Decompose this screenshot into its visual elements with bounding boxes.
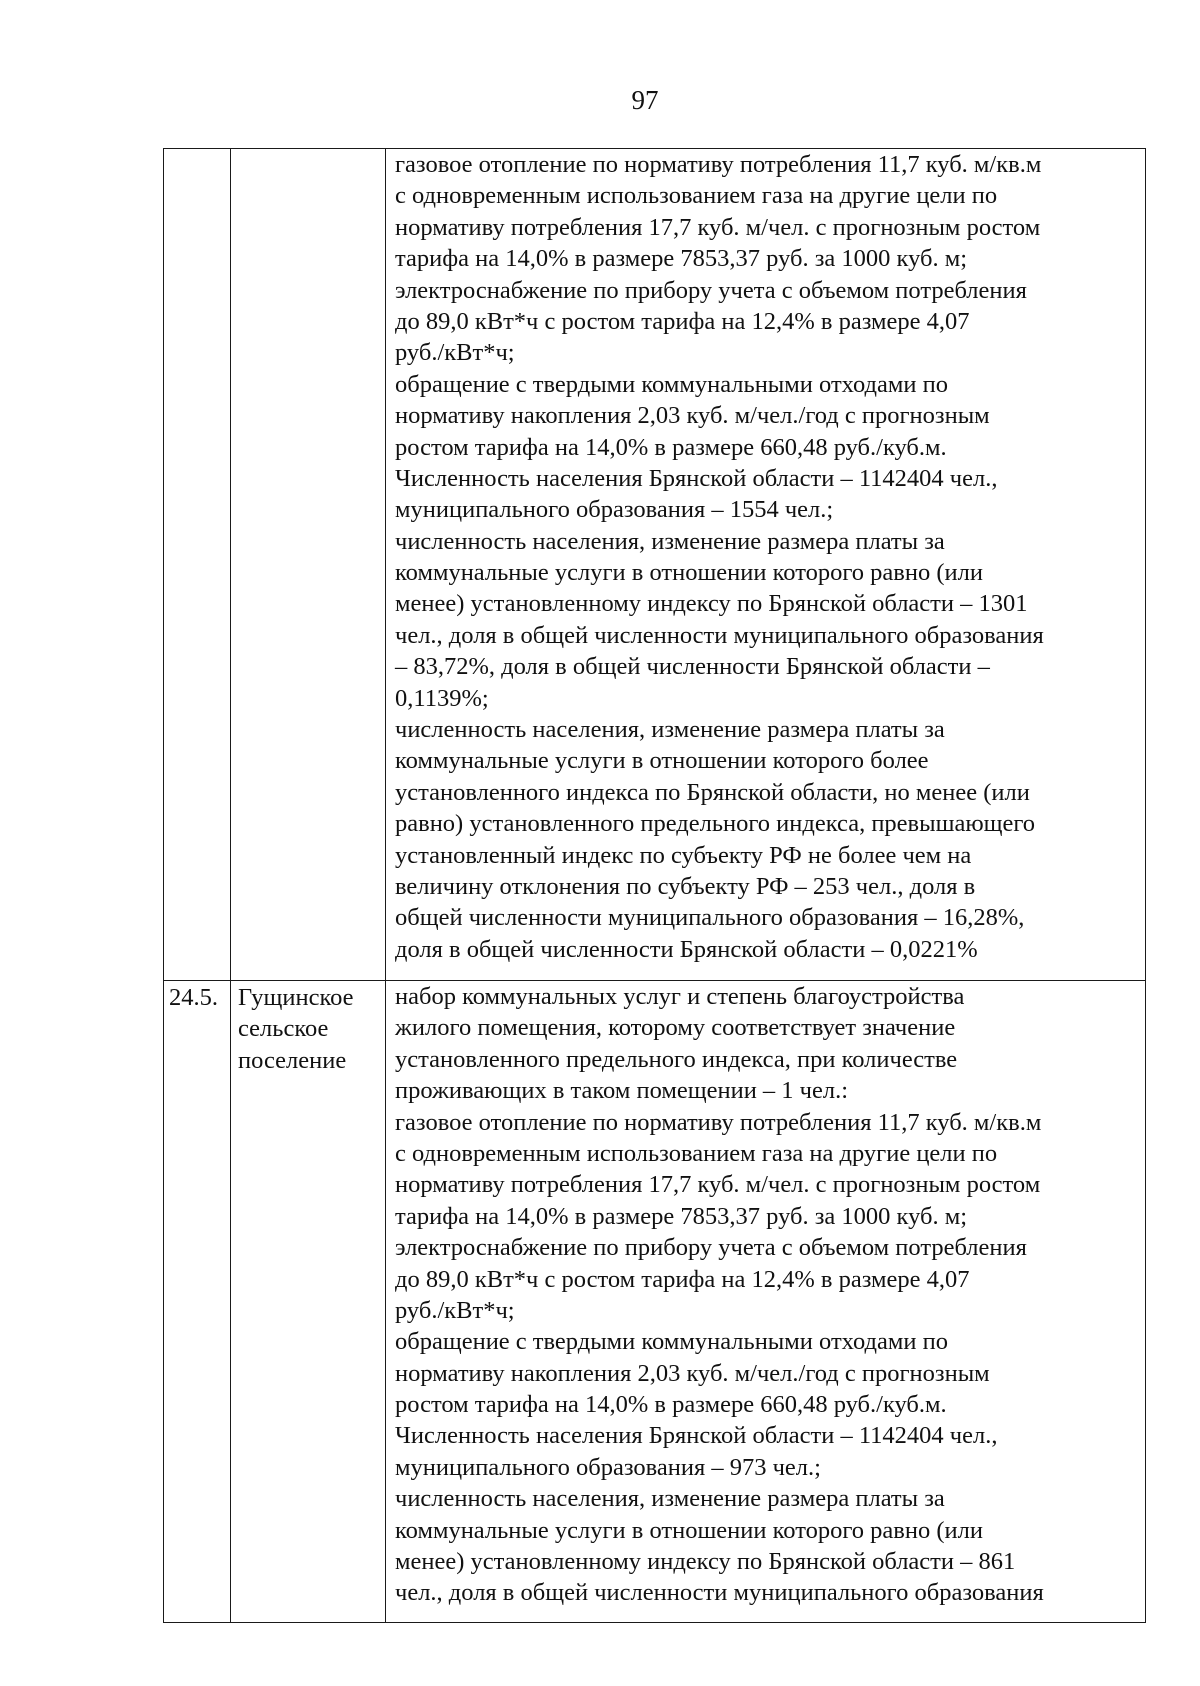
description-line: руб./кВт*ч;	[395, 339, 515, 367]
description-line: с одновременным использованием газа на другие цели по	[395, 182, 998, 210]
description-line: установленного индекса по Брянской области, но менее (или	[395, 778, 1030, 806]
row-number-cell	[164, 149, 231, 981]
description-line: коммунальные услуги в отношении которого равно (или	[395, 1516, 983, 1544]
page-number: 97	[631, 85, 659, 115]
description-line: электроснабжение по прибору учета с объемом потребления	[395, 1234, 1027, 1262]
row-number-cell: 24.5.	[164, 981, 231, 1623]
description-line: тарифа на 14,0% в размере 7853,37 руб. за 1000 куб. м;	[395, 245, 968, 273]
description-line: величину отклонения по субъекту РФ – 253 чел., доля в	[395, 872, 976, 900]
description-line: численность населения, изменение размера платы за	[395, 1485, 945, 1513]
municipality-name-line: поселение	[238, 1046, 347, 1074]
description-line: муниципального образования – 1554 чел.;	[395, 496, 834, 524]
table-row	[164, 149, 1146, 981]
description-line: чел., доля в общей численности муниципального образования	[395, 621, 1044, 649]
description-line: коммунальные услуги в отношении которого равно (или	[395, 559, 983, 587]
description-line: руб./кВт*ч;	[395, 1296, 515, 1324]
municipality-name-line: Гущинское	[238, 984, 354, 1011]
description-line: с одновременным использованием газа на другие цели по	[395, 1139, 998, 1167]
municipality-name-cell	[231, 149, 386, 981]
description-line: менее) установленному индексу по Брянской области – 861	[395, 1548, 1016, 1576]
description-line: – 83,72%, доля в общей численности Брянской области –	[395, 653, 990, 681]
description-line: Численность населения Брянской области – 1142404 чел.,	[395, 1422, 998, 1450]
description-line: численность населения, изменение размера платы за	[395, 527, 945, 555]
description-line: Численность населения Брянской области – 1142404 чел.,	[395, 464, 998, 492]
description-line: менее) установленному индексу по Брянской области – 1301	[395, 590, 1028, 618]
description-line: установленного предельного индекса, при количестве	[395, 1045, 958, 1073]
description-line: ростом тарифа на 14,0% в размере 660,48 руб./куб.м.	[395, 1391, 947, 1419]
description-line: до 89,0 кВт*ч с ростом тарифа на 12,4% в размере 4,07	[395, 1265, 970, 1293]
description-line: численность населения, изменение размера платы за	[395, 716, 945, 744]
description-line: нормативу накопления 2,03 куб. м/чел./год с прогнозным	[395, 402, 990, 430]
description-line: нормативу потребления 17,7 куб. м/чел. с прогнозным ростом	[395, 1171, 1041, 1199]
description-line: жилого помещения, которому соответствует значение	[395, 1014, 956, 1042]
description-line: обращение с твердыми коммунальными отходами по	[395, 370, 948, 398]
description-line: нормативу накопления 2,03 куб. м/чел./год с прогнозным	[395, 1359, 990, 1387]
description-cell	[386, 981, 1146, 1623]
description-line: чел., доля в общей численности муниципального образования	[395, 1579, 1044, 1607]
description-cell	[386, 149, 1146, 981]
description-line: коммунальные услуги в отношении которого более	[395, 747, 929, 775]
description-line: до 89,0 кВт*ч с ростом тарифа на 12,4% в размере 4,07	[395, 307, 970, 335]
description-line: установленный индекс по субъекту РФ не более чем на	[395, 841, 972, 869]
description-line: нормативу потребления 17,7 куб. м/чел. с прогнозным ростом	[395, 213, 1041, 241]
table-row	[164, 981, 1146, 1623]
municipality-name-cell	[231, 981, 386, 1623]
description-line: электроснабжение по прибору учета с объемом потребления	[395, 276, 1027, 304]
description-line: проживающих в таком помещении – 1 чел.:	[395, 1077, 849, 1105]
description-line: муниципального образования – 973 чел.;	[395, 1453, 821, 1481]
description-line: 0,1139%;	[395, 684, 489, 712]
description-line: доля в общей численности Брянской области – 0,0221%	[395, 935, 978, 963]
description-line: газовое отопление по нормативу потребления 11,7 куб. м/кв.м	[395, 151, 1042, 178]
description-line: равно) установленного предельного индекса, превышающего	[395, 810, 1036, 838]
description-line: ростом тарифа на 14,0% в размере 660,48 руб./куб.м.	[395, 433, 947, 461]
description-line: обращение с твердыми коммунальными отходами по	[395, 1328, 948, 1356]
description-line: газовое отопление по нормативу потребления 11,7 куб. м/кв.м	[395, 1108, 1042, 1136]
description-line: набор коммунальных услуг и степень благоустройства	[395, 983, 965, 1010]
municipality-name-line: сельское	[238, 1015, 329, 1043]
tariff-table	[163, 148, 1146, 1623]
description-line: тарифа на 14,0% в размере 7853,37 руб. за 1000 куб. м;	[395, 1202, 968, 1230]
description-line: общей численности муниципального образования – 16,28%,	[395, 904, 1025, 932]
